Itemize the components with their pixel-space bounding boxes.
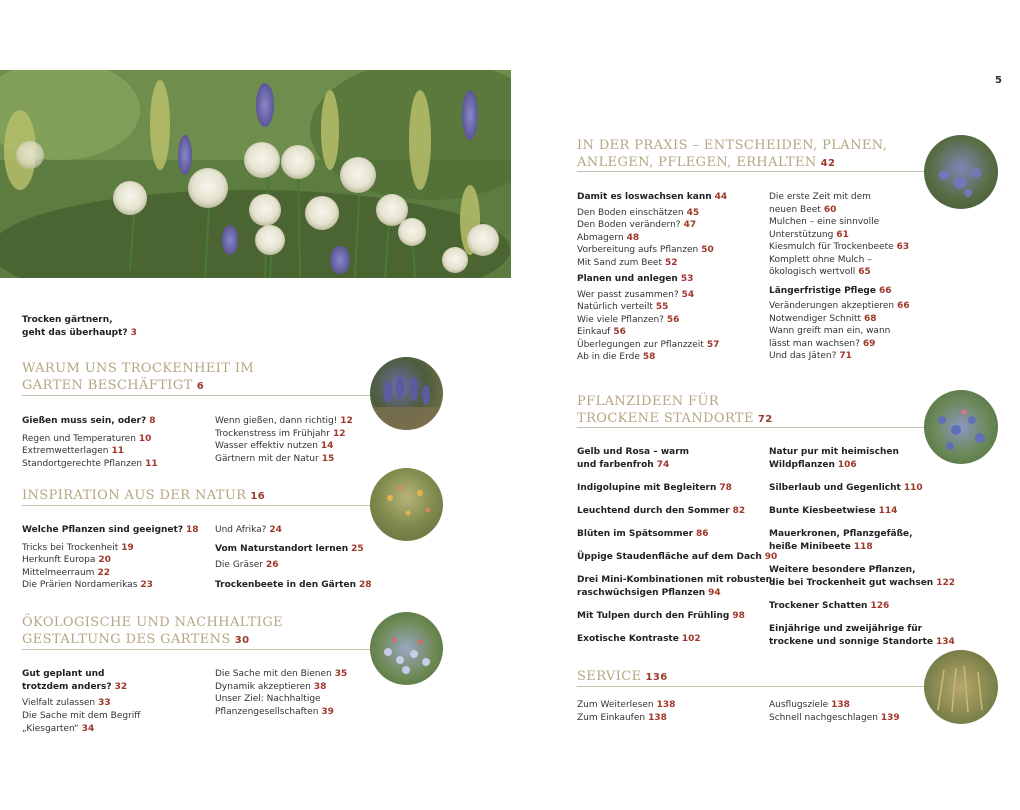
toc-entry[interactable] xyxy=(769,636,955,649)
toc-page-number: 45 xyxy=(686,207,700,218)
toc-entry-text: Indigolupine mit Begleitern xyxy=(577,483,717,493)
toc-entry[interactable] xyxy=(577,232,727,245)
toc-page-number: 138 xyxy=(831,700,850,710)
toc-entry-text: Mittelmeerraum xyxy=(22,567,95,578)
toc-page-number: 24 xyxy=(269,525,282,535)
toc-entry[interactable] xyxy=(215,415,353,428)
toc-page-number: 94 xyxy=(708,588,721,598)
toc-entry-text: Leuchtend durch den Sommer xyxy=(577,506,730,516)
toc-group-pflanzideen-right xyxy=(769,446,955,649)
toc-entry-text: Dynamik akzeptieren xyxy=(215,681,311,692)
toc-entry[interactable] xyxy=(577,289,727,302)
section-divider xyxy=(22,395,382,396)
toc-entry[interactable] xyxy=(577,574,777,587)
toc-entry-text: Vom Naturstandort lernen xyxy=(215,544,349,554)
toc-page-number: 20 xyxy=(98,555,111,565)
section-heading-line: ANLEGEN, PFLEGEN, ERHALTEN xyxy=(577,155,817,170)
toc-page-number: 110 xyxy=(903,483,923,493)
toc-entry[interactable] xyxy=(577,351,727,364)
toc-entry-text: Gießen muss sein, oder? xyxy=(22,416,147,426)
toc-entry-text: Mit Tulpen durch den Frühling xyxy=(577,611,730,621)
hero-photo xyxy=(0,70,511,278)
toc-entry[interactable] xyxy=(577,446,777,459)
toc-entry[interactable] xyxy=(769,254,910,267)
section-photo-praxis xyxy=(924,135,998,209)
toc-entry[interactable] xyxy=(769,541,955,554)
toc-page-number: 12 xyxy=(340,416,353,426)
toc-entry[interactable] xyxy=(577,551,777,564)
toc-entry[interactable] xyxy=(22,524,199,537)
toc-entry[interactable] xyxy=(22,697,111,710)
toc-page-number: 3 xyxy=(130,328,137,338)
section-heading-line: WARUM UNS TROCKENHEIT IM xyxy=(22,361,255,376)
toc-entry[interactable] xyxy=(215,440,353,453)
toc-entry[interactable] xyxy=(769,446,955,459)
toc-entry-text: Trockenstress im Frühjahr xyxy=(215,428,330,439)
section-page-number: 16 xyxy=(250,491,266,502)
section-photo-warum xyxy=(370,357,443,430)
toc-page-number: 90 xyxy=(764,552,778,562)
toc-page-number: 33 xyxy=(98,698,111,708)
toc-entry[interactable] xyxy=(22,567,199,580)
dry-garden-illustration xyxy=(924,650,998,724)
section-heading-line: TROCKENE STANDORTE xyxy=(577,411,754,426)
toc-entry[interactable] xyxy=(769,623,955,636)
toc-entry-text: Gelb und Rosa – warm xyxy=(577,447,690,457)
toc-group-service-left xyxy=(577,699,675,724)
toc-entry-text: Die Sache mit dem Begriff xyxy=(22,711,141,721)
toc-entry-text: Tricks bei Trockenheit xyxy=(22,542,119,553)
toc-page-number: 68 xyxy=(864,313,877,324)
toc-entry[interactable] xyxy=(215,524,282,537)
toc-entry-text: Wie viele Pflanzen? xyxy=(577,314,664,325)
toc-page-number: 14 xyxy=(320,441,334,451)
toc-entry[interactable] xyxy=(577,587,777,600)
toc-entry-text: Ab in die Erde xyxy=(577,352,640,362)
toc-page-number: 10 xyxy=(138,433,152,444)
toc-page-number: 12 xyxy=(332,428,346,439)
toc-entry-text: Wildpflanzen xyxy=(769,460,835,470)
section-heading-line: ÖKOLOGISCHE UND NACHHALTIGE xyxy=(22,615,284,630)
section-page-number: 30 xyxy=(234,635,250,646)
toc-page-number: 15 xyxy=(321,453,335,464)
toc-page-number: 126 xyxy=(870,601,890,611)
toc-page-number: 98 xyxy=(732,611,745,621)
toc-entry-text: Unser Ziel: Nachhaltige xyxy=(215,694,321,704)
toc-page-number: 50 xyxy=(701,245,714,255)
toc-entry-text: Die Gräser xyxy=(215,560,263,570)
toc-entry-text: trockene und sonnige Standorte xyxy=(769,637,933,647)
toc-entry-text: Vorbereitung aufs Pflanzen xyxy=(577,245,699,255)
meadow-illustration xyxy=(370,612,443,685)
toc-entry-text: Und das Jäten? xyxy=(769,351,837,361)
toc-page-number: 23 xyxy=(140,580,153,590)
toc-page-number: 47 xyxy=(683,220,697,230)
toc-page-number: 138 xyxy=(648,712,667,723)
section-divider xyxy=(577,427,932,428)
toc-entry[interactable] xyxy=(769,482,955,495)
toc-page-number: 38 xyxy=(313,681,327,692)
toc-entry[interactable] xyxy=(769,505,955,518)
section-heading-pflanzideen[interactable] xyxy=(577,393,773,428)
toc-page-number: 139 xyxy=(880,712,900,723)
toc-entry-text: Unterstützung xyxy=(769,229,834,240)
lavender-illustration xyxy=(370,357,443,430)
toc-entry-intro[interactable] xyxy=(22,314,137,340)
toc-page-number: 102 xyxy=(681,634,701,644)
toc-entry-text: Zum Einkaufen xyxy=(577,712,646,723)
toc-entry[interactable] xyxy=(577,610,777,623)
toc-entry-text: Den Boden verändern? xyxy=(577,220,681,230)
toc-entry-text: Drei Mini-Kombinationen mit robusten, xyxy=(577,575,776,585)
section-photo-inspiration xyxy=(370,468,443,541)
toc-entry-text: lässt man wachsen? xyxy=(769,338,860,349)
toc-entry-text: Mauerkronen, Pflanzgefäße, xyxy=(769,529,913,539)
toc-page-number: 114 xyxy=(878,506,898,516)
toc-entry[interactable] xyxy=(22,458,158,471)
toc-entry-text: Natur pur mit heimischen xyxy=(769,447,899,457)
toc-entry-text: Komplett ohne Mulch – xyxy=(769,254,872,265)
toc-entry[interactable] xyxy=(769,204,910,217)
toc-entry[interactable] xyxy=(769,266,910,279)
section-heading-praxis[interactable] xyxy=(577,137,887,172)
toc-entry-text: die bei Trockenheit gut wachsen xyxy=(769,578,934,588)
toc-entry[interactable] xyxy=(215,668,347,681)
toc-entry[interactable] xyxy=(577,633,777,646)
toc-entry-text: neuen Beet xyxy=(769,204,821,215)
toc-entry[interactable] xyxy=(769,229,910,242)
toc-page-number: 63 xyxy=(896,242,910,252)
toc-page-number: 39 xyxy=(321,706,334,717)
toc-page-number: 32 xyxy=(114,682,128,692)
toc-page-number: 34 xyxy=(81,723,95,734)
toc-page-number: 66 xyxy=(878,285,892,296)
toc-entry[interactable] xyxy=(215,453,353,466)
toc-page-number: 52 xyxy=(665,257,678,268)
toc-page-number: 60 xyxy=(823,204,837,215)
toc-entry-text: Notwendiger Schnitt xyxy=(769,313,862,324)
toc-page-number: 78 xyxy=(719,483,732,493)
toc-page-number: 25 xyxy=(351,544,364,554)
toc-entry-text: Blüten im Spätsommer xyxy=(577,529,694,539)
toc-group-oekologisch-right xyxy=(215,668,347,718)
toc-entry[interactable] xyxy=(577,528,777,541)
toc-entry-text: ökologisch wertvoll xyxy=(769,267,856,277)
toc-entry[interactable] xyxy=(215,428,353,441)
toc-entry-text: Herkunft Europa xyxy=(22,555,96,565)
toc-entry-text: Regen und Temperaturen xyxy=(22,433,136,444)
section-page-number: 6 xyxy=(196,381,205,392)
toc-entry[interactable] xyxy=(577,244,727,257)
toc-entry[interactable] xyxy=(769,241,910,254)
toc-entry-text: Den Boden einschätzen xyxy=(577,207,684,218)
toc-entry[interactable] xyxy=(577,712,675,725)
toc-entry[interactable] xyxy=(769,338,910,351)
section-heading-line: IN DER PRAXIS – ENTSCHEIDEN, PLANEN, xyxy=(577,138,888,153)
toc-page-number: 86 xyxy=(696,529,709,539)
toc-entry-text: Veränderungen akzeptieren xyxy=(769,301,895,311)
toc-entry-text: Standortgerechte Pflanzen xyxy=(22,458,143,469)
toc-page-number: 57 xyxy=(706,339,720,350)
toc-page-number: 118 xyxy=(853,542,873,552)
toc-entry-text: Überlegungen zur Pflanzzeit xyxy=(577,339,704,350)
section-heading-line: GESTALTUNG DES GARTENS xyxy=(22,632,231,647)
toc-entry[interactable] xyxy=(577,191,727,204)
toc-entry[interactable] xyxy=(769,216,910,229)
toc-entry-text: Schnell nachgeschlagen xyxy=(769,712,878,723)
toc-entry-text: Weitere besondere Pflanzen, xyxy=(769,565,916,575)
toc-entry-text: Planen und anlegen xyxy=(577,274,678,284)
toc-page-number: 71 xyxy=(839,351,852,361)
toc-page-number: 26 xyxy=(265,560,279,570)
toc-page-number: 11 xyxy=(111,446,125,456)
toc-page-number: 58 xyxy=(642,352,656,362)
toc-entry[interactable] xyxy=(22,433,158,446)
toc-entry[interactable] xyxy=(215,693,347,706)
section-heading-line: SERVICE xyxy=(577,669,642,684)
toc-page-number: 82 xyxy=(732,506,746,516)
toc-entry[interactable] xyxy=(215,681,347,694)
toc-entry[interactable] xyxy=(769,528,955,541)
toc-entry-text: Die Sache mit den Bienen xyxy=(215,669,332,679)
toc-entry-text: Gut geplant und xyxy=(22,669,105,679)
toc-group-warum-right xyxy=(215,415,353,465)
toc-entry-text: geht das überhaupt? xyxy=(22,328,128,338)
section-photo-service xyxy=(924,650,998,724)
toc-entry[interactable] xyxy=(577,339,727,352)
toc-entry[interactable] xyxy=(22,668,127,694)
toc-entry-text: Ausflugsziele xyxy=(769,700,829,710)
toc-entry[interactable] xyxy=(769,285,910,298)
toc-entry[interactable] xyxy=(577,219,727,232)
toc-entry[interactable] xyxy=(769,300,910,313)
toc-page-number: 18 xyxy=(186,525,199,535)
toc-entry-text: Wann greift man ein, wann xyxy=(769,326,891,336)
toc-page-number: 134 xyxy=(936,637,955,647)
section-heading-oekologisch[interactable] xyxy=(22,614,283,649)
toc-group-inspiration-left xyxy=(22,524,199,592)
toc-entry-text: Einkauf xyxy=(577,327,611,337)
toc-entry[interactable] xyxy=(215,579,372,592)
toc-entry-text: Trockenbeete in den Gärten xyxy=(215,580,356,590)
toc-entry[interactable] xyxy=(215,559,278,572)
section-heading-warum[interactable] xyxy=(22,360,254,395)
toc-group-pflanzideen-left xyxy=(577,446,777,646)
toc-page-number: 66 xyxy=(897,301,910,311)
toc-group-warum-left xyxy=(22,415,158,470)
toc-entry[interactable] xyxy=(769,313,910,326)
toc-entry-text: „Kiesgarten“ xyxy=(22,723,79,734)
toc-entry-text: Pflanzengesellschaften xyxy=(215,706,319,717)
toc-entry[interactable] xyxy=(769,350,910,363)
toc-entry[interactable] xyxy=(577,314,727,327)
toc-entry[interactable] xyxy=(769,577,955,590)
toc-entry-text: Wenn gießen, dann richtig! xyxy=(215,416,338,426)
section-heading-inspiration[interactable] xyxy=(22,487,265,505)
toc-page-number: 28 xyxy=(358,580,372,590)
toc-page-number: 65 xyxy=(858,267,871,277)
toc-page-number: 11 xyxy=(145,458,158,469)
toc-entry[interactable] xyxy=(22,415,158,428)
toc-page-number: 138 xyxy=(656,700,676,710)
toc-entry-text: Einjährige und zweijährige für xyxy=(769,624,923,634)
toc-entry-text: Und Afrika? xyxy=(215,525,267,535)
toc-page-number: 69 xyxy=(862,338,876,349)
toc-entry[interactable] xyxy=(577,207,727,220)
toc-entry-text: Zum Weiterlesen xyxy=(577,700,654,710)
grassland-illustration xyxy=(370,468,443,541)
toc-entry-text: Extremwetterlagen xyxy=(22,446,109,456)
toc-entry[interactable] xyxy=(22,445,158,458)
toc-page-number: 8 xyxy=(149,416,156,426)
toc-page-number: 19 xyxy=(121,542,134,553)
toc-page-number: 122 xyxy=(936,578,956,588)
toc-entry[interactable] xyxy=(769,191,910,204)
toc-page-number: 44 xyxy=(714,192,728,202)
toc-entry[interactable] xyxy=(577,482,777,495)
toc-entry[interactable] xyxy=(769,459,955,472)
toc-group-praxis-1 xyxy=(577,191,727,364)
toc-entry-text: Exotische Kontraste xyxy=(577,634,679,644)
toc-entry[interactable] xyxy=(577,273,727,286)
toc-entry[interactable] xyxy=(769,564,955,577)
toc-entry[interactable] xyxy=(769,325,910,338)
thistle-illustration xyxy=(924,135,998,209)
toc-entry[interactable] xyxy=(769,600,955,613)
toc-entry[interactable] xyxy=(22,710,140,735)
toc-entry-text: Bunte Kiesbeetwiese xyxy=(769,506,876,516)
section-divider xyxy=(577,171,932,172)
toc-entry-text: Wer passt zusammen? xyxy=(577,289,679,300)
toc-page-number: 106 xyxy=(837,460,857,470)
section-heading-service[interactable] xyxy=(577,668,668,686)
toc-page-number: 74 xyxy=(656,460,670,470)
toc-entry-text: Wasser effektiv nutzen xyxy=(215,441,318,451)
section-divider xyxy=(577,686,932,687)
toc-entry-text: Längerfristige Pflege xyxy=(769,285,876,296)
toc-entry[interactable] xyxy=(577,505,777,518)
section-divider xyxy=(22,505,382,506)
toc-group-praxis-2 xyxy=(769,191,910,363)
toc-page-number: 54 xyxy=(681,289,695,300)
toc-entry-text: Abmagern xyxy=(577,232,624,243)
toc-entry-text: Mulchen – eine sinnvolle xyxy=(769,217,880,227)
toc-entry-text: raschwüchsigen Pflanzen xyxy=(577,588,706,598)
section-photo-oekologisch xyxy=(370,612,443,685)
section-heading-line: GARTEN BESCHÄFTIGT xyxy=(22,378,193,393)
toc-entry-text: trotzdem anders? xyxy=(22,682,112,692)
toc-entry[interactable] xyxy=(577,301,727,314)
toc-entry-text: Welche Pflanzen sind geeignet? xyxy=(22,525,184,535)
toc-entry[interactable] xyxy=(577,326,727,339)
toc-entry-text: Gärtnern mit der Natur xyxy=(215,453,319,464)
section-divider xyxy=(22,649,382,650)
toc-entry-text: Die erste Zeit mit dem xyxy=(769,192,871,202)
hero-flowers-illustration xyxy=(0,70,511,278)
toc-entry-text: Natürlich verteilt xyxy=(577,302,653,312)
toc-page-number: 61 xyxy=(836,229,849,240)
toc-entry[interactable] xyxy=(769,699,900,712)
toc-group-service-right xyxy=(769,699,900,724)
toc-entry-text: Silberlaub und Gegenlicht xyxy=(769,483,901,493)
toc-entry-text: Mit Sand zum Beet xyxy=(577,257,662,268)
toc-page-number: 48 xyxy=(626,232,640,243)
toc-entry-text: heiße Minibeete xyxy=(769,542,851,552)
section-heading-line: INSPIRATION AUS DER NATUR xyxy=(22,488,247,503)
toc-entry[interactable] xyxy=(577,699,675,712)
toc-entry-text: Trocken gärtnern, xyxy=(22,315,113,325)
toc-entry-text: und farbenfroh xyxy=(577,460,654,470)
section-page-number: 72 xyxy=(757,414,773,425)
toc-entry[interactable] xyxy=(215,706,347,719)
toc-entry-text: Üppige Staudenfläche auf dem Dach xyxy=(577,552,762,562)
toc-entry[interactable] xyxy=(769,712,900,725)
toc-page-number: 53 xyxy=(680,274,694,284)
toc-entry[interactable] xyxy=(22,542,199,555)
toc-entry[interactable] xyxy=(215,543,364,556)
section-page-number: 136 xyxy=(645,672,668,683)
toc-page-number: 22 xyxy=(97,567,110,578)
toc-entry-text: Trockener Schatten xyxy=(769,601,868,611)
toc-entry-text: Kiesmulch für Trockenbeete xyxy=(769,242,894,252)
toc-entry-text: Damit es loswachsen kann xyxy=(577,192,712,202)
toc-page-number: 56 xyxy=(613,327,626,337)
section-heading-line: PFLANZIDEEN FÜR xyxy=(577,394,720,409)
toc-page-number: 56 xyxy=(666,314,680,325)
toc-entry[interactable] xyxy=(577,459,777,472)
toc-entry[interactable] xyxy=(22,579,199,592)
toc-entry-text: Die Prärien Nordamerikas xyxy=(22,580,138,590)
page-number: 5 xyxy=(995,75,1002,86)
toc-entry[interactable] xyxy=(577,257,727,270)
section-page-number: 42 xyxy=(820,158,836,169)
toc-page-number: 55 xyxy=(655,302,669,312)
toc-entry[interactable] xyxy=(22,554,199,567)
toc-entry-text: Vielfalt zulassen xyxy=(22,698,96,708)
toc-page-number: 35 xyxy=(334,669,348,679)
